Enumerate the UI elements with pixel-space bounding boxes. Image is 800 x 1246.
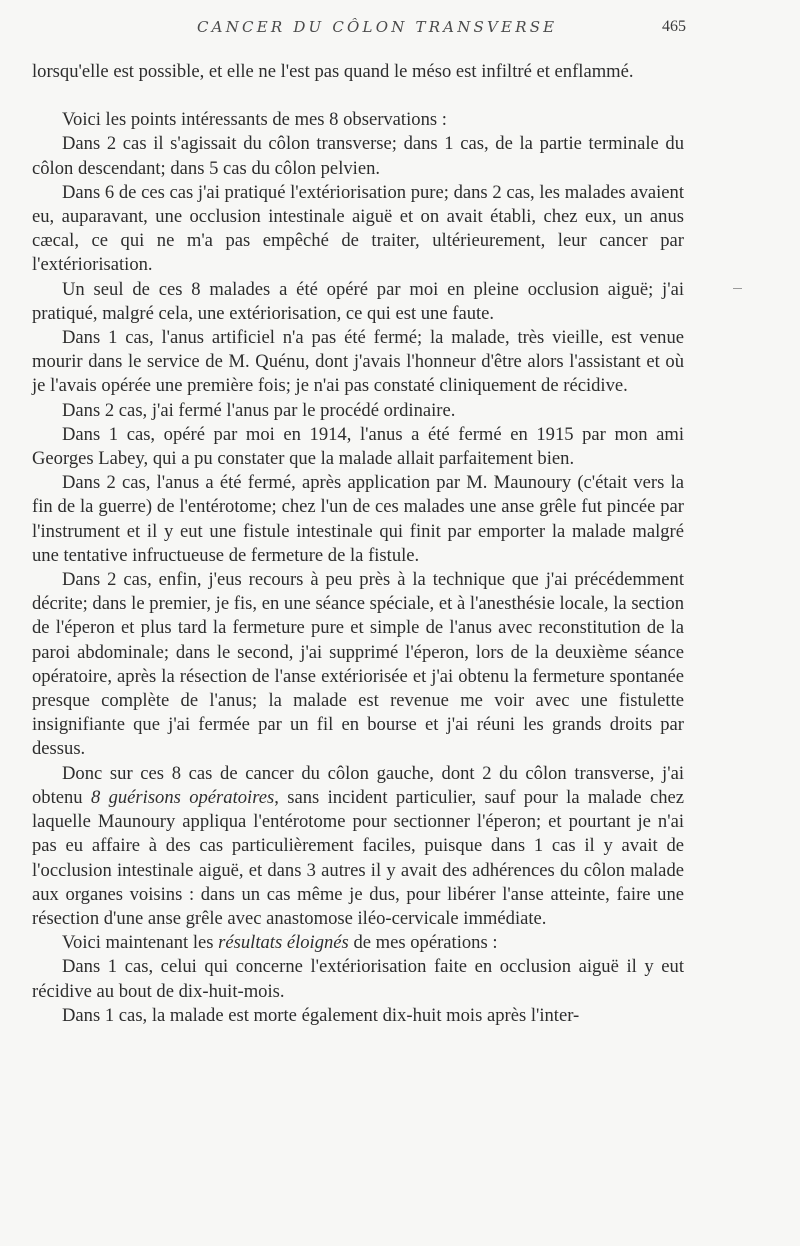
- page-number: 465: [662, 18, 686, 35]
- paragraph-text: , sans incident particulier, sauf pour la malade chez laquelle Maunoury appliqua l'entérotome pour sectionner l'éperon; et pourtant je n'ai pas eu affaire à des cas particulièrement faciles, puisque dans 1 cas il y avait de l'occlusion intestinale aiguë, et dans 3 autres il y avait des adhérences du côlon malade aux organes voisins : dans un cas même je dus, pour libérer l'anse atteinte, faire une résection d'une anse grêle avec anastomose iléo-cervicale immédiate.: [32, 786, 684, 929]
- paragraph: Dans 1 cas, opéré par moi en 1914, l'anus a été fermé en 1915 par mon ami Georges Labey, qui a pu constater que la malade allait parfaitement bien.: [32, 423, 684, 470]
- paragraph: [32, 762, 684, 931]
- paragraph: Dans 2 cas il s'agissait du côlon transverse; dans 1 cas, de la partie terminale du côlon descendant; dans 5 cas du côlon pelvien.: [32, 133, 684, 179]
- italic-emphasis: résultats éloignés: [218, 932, 349, 954]
- paragraph-text: Voici maintenant les: [62, 932, 219, 954]
- paragraph: Un seul de ces 8 malades a été opéré par moi en pleine occlusion aiguë; j'ai pratiqué, malgré cela, une extériorisation, ce qui est une faute.: [32, 278, 684, 324]
- paragraph: Dans 6 de ces cas j'ai pratiqué l'extériorisation pure; dans 2 cas, les malades avaient eu, auparavant, une occlusion intestinale aiguë et on avait établi, chez eux, un anus cæcal, ce qui ne m'a pas empêché de traiter, ultérieurement, leur cancer par l'extériorisation.: [32, 181, 684, 276]
- paragraph: Dans 1 cas, la malade est morte également dix-huit mois après l'inter-: [62, 1004, 580, 1026]
- paragraph: Voici les points intéressants de mes 8 observations :: [62, 109, 447, 131]
- paragraph: [32, 931, 684, 955]
- paragraph: lorsqu'elle est possible, et elle ne l'est pas quand le méso est infiltré et enflammé.: [32, 61, 634, 82]
- paragraph-text: Donc sur ces 8 cas de cancer du côlon gauche, dont 2 du côlon transverse, j'ai obtenu: [32, 762, 684, 808]
- book-page: [32, 0, 684, 1246]
- paragraph: Dans 2 cas, enfin, j'eus recours à peu près à la technique que j'ai précédemment décrite; dans le premier, je fis, en une séance spéciale, et à l'anesthésie locale, la section de l'éperon et plus tard la fermeture pure et simple de l'anus avec reconstitution de la paroi abdominale; dans le second, j'ai supprimé l'éperon, lors de la deuxième séance opératoire, après la résection de l'anse extériorisée et j'ai obtenu la fermeture spontanée presque complète de l'anus; la malade est revenue me voir avec une fistulette insignifiante que j'ai fermée par un fil en bourse et j'ai réuni les grands droits par dessus.: [32, 569, 684, 760]
- paragraph-text: de mes opérations :: [348, 932, 498, 954]
- paragraph: Dans 2 cas, j'ai fermé l'anus par le procédé ordinaire.: [62, 399, 456, 421]
- paragraph: Dans 1 cas, l'anus artificiel n'a pas été fermé; la malade, très vieille, est venue mourir dans le service de M. Quénu, dont j'avais l'honneur d'être alors l'assistant et où je l'avais opérée une première fois; je n'ai pas constaté cliniquement de récidive.: [32, 327, 684, 397]
- margin-mark: [733, 288, 742, 289]
- italic-emphasis: 8 guérisons opératoires: [90, 786, 275, 808]
- body-text: [32, 60, 684, 1028]
- paragraph: Dans 1 cas, celui qui concerne l'extériorisation faite en occlusion aiguë il y eut récidive au bout de dix-huit-mois.: [32, 956, 684, 1002]
- page-header: [32, 18, 684, 42]
- paragraph: Dans 2 cas, l'anus a été fermé, après application par M. Maunoury (c'était vers la fin de la guerre) de l'entérotome; chez l'un de ces malades une anse grêle fut pincée par l'instrument et il y eut une fistule intestinale qui finit par emporter la malade malgré une tentative infructueuse de fermeture de la fistule.: [32, 472, 684, 566]
- running-title: CANCER DU CÔLON TRANSVERSE: [197, 18, 558, 36]
